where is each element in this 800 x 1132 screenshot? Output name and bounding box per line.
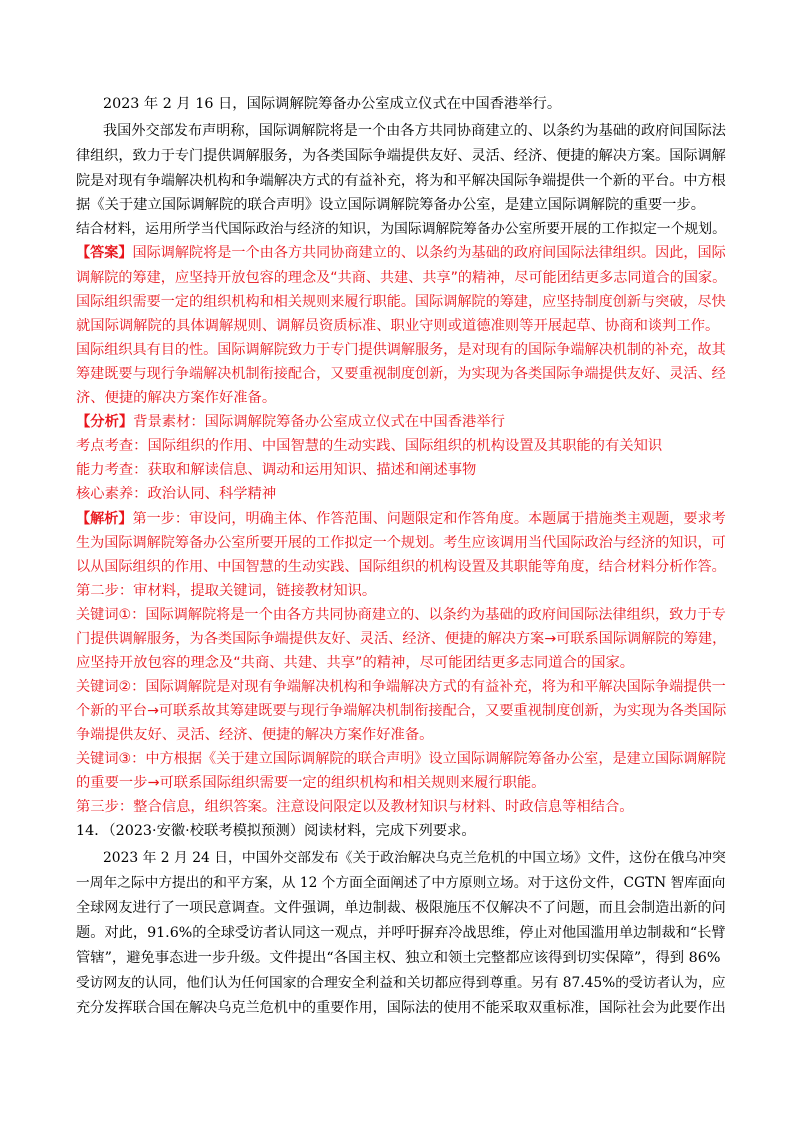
analysis-suyang: 核心素养：政治认同、科学精神 [76,486,277,502]
question14-line-3: 全球网友进行了一项民意调查。文件强调，单边制裁、极限施压不仅解决不了问题，而且会制造出新的问 [76,900,726,916]
keyword2-line-1: 关键词②：国际调解院是对现有争端解决机构和争端解决方式的有益补充，将为和平解决国际争端提供一 [76,679,726,695]
analysis-background-text: 背景素材：国际调解院筹备办公室成立仪式在中国香港举行 [133,414,505,430]
answer-tag: 【答案】 [76,245,133,261]
answer-text: 国际调解院将是一个由各方共同协商建立的、以条约为基础的政府间国际法律组织。因此，国际 [132,245,726,261]
explanation-step1-line-3: 以从国际组织的作用、中国智慧的生动实践、国际组织的机构设置及其职能等角度，结合材料分析作答。 [76,559,726,575]
explanation-step1-text: 第一步：审设问，明确主体、作答范围、问题限定和作答角度。本题属于措施类主观题，要求考 [132,511,726,527]
answer-line-7: 济、便捷的解决方案作好准备。 [76,390,277,406]
question14-line-5: 管辖”，避免事态进一步升级。文件提出“各国主权、独立和领土完整都应该得到切实保障”，得到 86% [76,950,721,966]
answer-line-5: 国际组织具有目的性。国际调解院致力于专门提供调解服务，是对现有的国际争端解决机制的补充，故其 [76,342,726,358]
answer-line-4: 就国际调解院的具体调解规则、调解员资质标准、职业守则或道德准则等开展起草、协商和谈判工作。 [76,318,720,334]
question14-line-1: 2023 年 2 月 24 日，中国外交部发布《关于政治解决乌克兰危机的中国立场》文件，这份在俄乌冲突 [103,850,726,866]
keyword1-line-1: 关键词①：国际调解院将是一个由各方共同协商建立的、以条约为基础的政府间国际法律组织，致力于专 [76,607,726,623]
keyword2-line-2: 个新的平台→可联系故其筹建既要与现行争端解决机制衔接配合，又要重视制度创新，为实现为各类国际 [76,703,727,719]
question14-line-6: 受访网友的认同，他们认为任何国家的合理安全利益和关切都应得到尊重。另有 87.45%的受访者认为，应 [76,975,726,991]
keyword1-line-2: 门提供调解服务，为各类国际争端提供友好、灵活、经济、便捷的解决方案→可联系国际调解院的筹建， [76,631,727,647]
material1-line-3: 律组织，致力于专门提供调解服务，为各类国际争端提供友好、灵活、经济、便捷的解决方案。国际调解 [76,148,726,164]
question14-title: 14．（2023·安徽·校联考模拟预测）阅读材料，完成下列要求。 [76,823,476,839]
material1-line-4: 院是对现有争端解决机构和争端解决方式的有益补充，将为和平解决国际争端提供一个新的平台。中方根 [76,173,726,189]
keyword3-line-2: 的重要一步→可联系国际组织需要一定的组织机构和相关规则来履行职能。 [76,775,546,791]
keyword1-line-3: 应坚持开放包容的理念及“共商、共建、共享”的精神，尽可能团结更多志同道合的国家。 [76,655,635,671]
keyword2-line-3: 争端提供友好、灵活、经济、便捷的解决方案作好准备。 [76,727,434,743]
analysis-tag: 【分析】 [76,414,134,430]
keyword3-line-1: 关键词③：中方根据《关于建立国际调解院的联合声明》设立国际调解院筹备办公室，是建立国际调解院 [76,751,726,767]
explanation-step2: 第二步：审材料，提取关键词，链接教材知识。 [76,583,377,599]
analysis-kaodian: 考点考查：国际组织的作用、中国智慧的生动实践、国际组织的机构设置及其职能的有关知识 [76,438,663,454]
question14-line-2: 一周年之际中方提出的和平方案，从 12 个方面全面阐述了中方原则立场。对于这份文件，CGTN 智库面向 [76,875,726,891]
answer-line-2: 调解院的筹建，应坚持开放包容的理念及“共商、共建、共享”的精神，尽可能团结更多志同道合的国家。 [76,270,727,286]
material1-line-1: 2023 年 2 月 16 日，国际调解院筹备办公室成立仪式在中国香港举行。 [103,96,562,112]
question14-line-7: 充分发挥联合国在解决乌克兰危机中的重要作用，国际法的使用不能采取双重标准，国际社会为此要作出 [76,1000,726,1016]
explanation-step3: 第三步：整合信息，组织答案。注意设问限定以及教材知识与材料、时政信息等相结合。 [76,799,634,815]
material1-line-2: 我国外交部发布声明称，国际调解院将是一个由各方共同协商建立的、以条约为基础的政府间国际法 [103,123,726,139]
answer-line-3: 国际组织需要一定的组织机构和相关规则来履行职能。国际调解院的筹建，应坚持制度创新与突破，尽快 [76,294,726,310]
material1-line-5: 据《关于建立国际调解院的联合声明》设立国际调解院筹备办公室，是建立国际调解院的重要一步。 [76,197,706,213]
analysis-nengli: 能力考查：获取和解读信息、调动和运用知识、描述和阐述事物 [76,462,477,478]
question14-line-4: 题。对此，91.6%的全球受访者认同这一观点，并呼吁摒弃冷战思维，停止对他国滥用单边制裁和“长臂 [76,925,726,941]
answer-line-6: 筹建既要与现行争端解决机制衔接配合，又要重视制度创新，为实现为各类国际争端提供友好、灵活、经 [76,366,726,382]
answer-line-1 [76,243,726,263]
explanation-step1-line-2: 生为国际调解院筹备办公室所要开展的工作拟定一个规划。考生应该调用当代国际政治与经济的知识，可 [76,535,726,551]
analysis-background [76,412,505,432]
question-prompt: 结合材料，运用所学当代国际政治与经济的知识，为国际调解院筹备办公室所要开展的工作拟定一个规划。 [76,221,726,237]
explanation-tag: 【解析】 [76,511,133,527]
explanation-step1-line-1 [76,509,726,529]
